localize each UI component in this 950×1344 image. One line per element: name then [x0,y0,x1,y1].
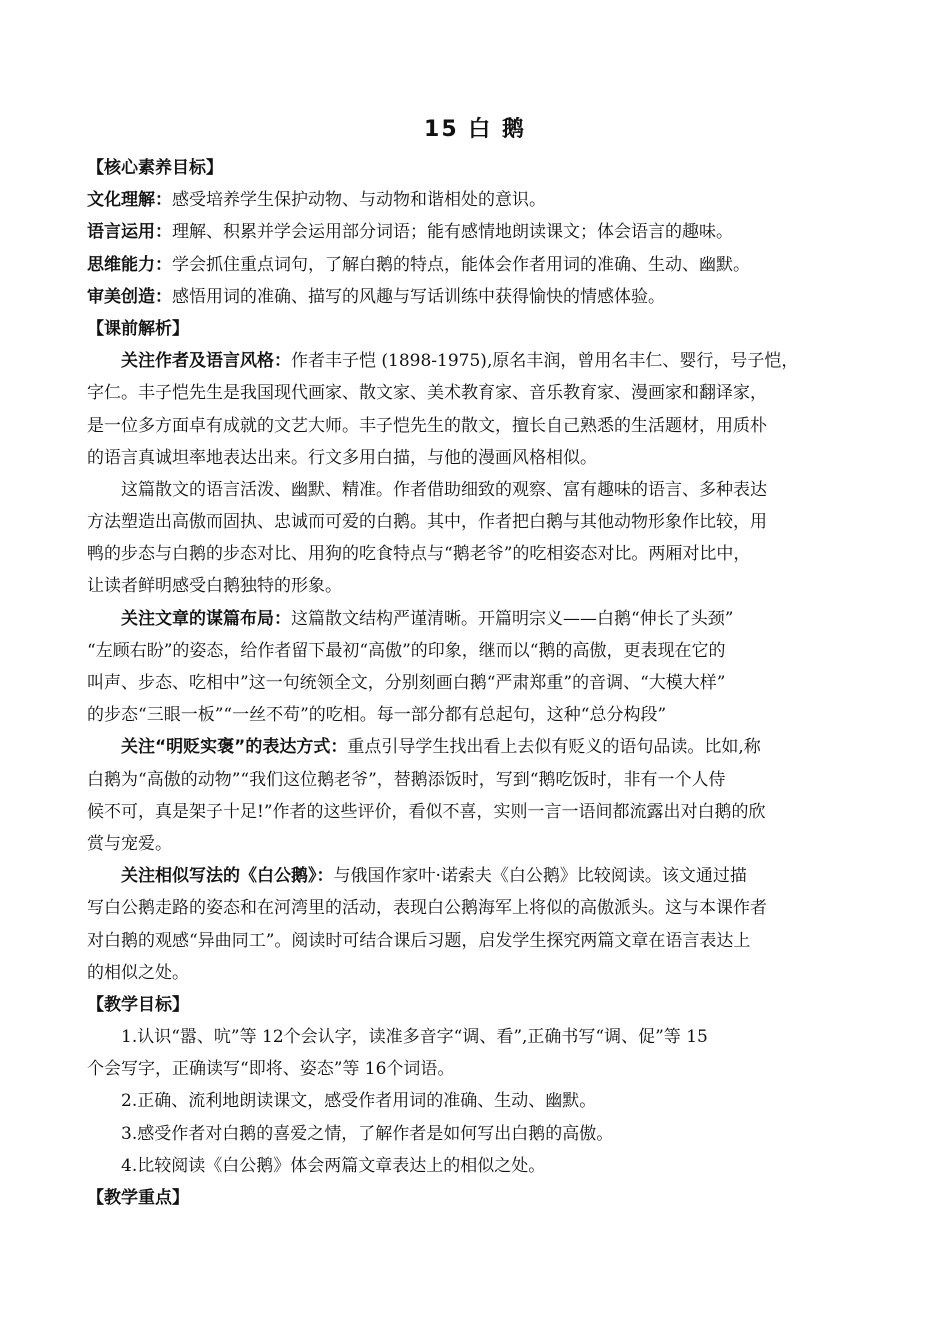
paragraph-line: 的语言真诚坦率地表达出来。行文多用白描，与他的漫画风格相似。 [87,447,597,468]
goal-aesthetic: 审美创造：感悟用词的准确、描写的风趣与写话训练中获得愉快的情感体验。 [87,286,665,307]
paragraph-line: 候不可，真是架子十足!”作者的这些评价，看似不喜，实则一言一语间都流露出对白鹅的欣 [87,801,766,822]
goal-culture: 文化理解：感受培养学生保护动物、与动物和谐相处的意识。 [87,190,546,211]
paragraph-line: 赏与宠爱。 [87,833,172,854]
paragraph-line: 关注“明贬实褒”的表达方式：重点引导学生找出看上去似有贬义的语句品读。比如,称 [121,737,761,758]
section-heading-teaching-goals: 【教学目标】 [87,994,189,1015]
teaching-goal-4: 4.比较阅读《白公鹅》体会两篇文章表达上的相似之处。 [121,1155,546,1176]
paragraph-line: 字仁。丰子恺先生是我国现代画家、散文家、美术教育家、音乐教育家、漫画家和翻译家， [87,383,767,404]
teaching-goal-3: 3.感受作者对白鹅的喜爱之情，了解作者是如何写出白鹅的高傲。 [121,1123,614,1144]
paragraph-line: 关注文章的谋篇布局：这篇散文结构严谨清晰。开篇明宗义——白鹅“伸长了头颈” [121,608,734,629]
section-heading-core-goals: 【核心素养目标】 [87,158,223,178]
paragraph-line: 关注相似写法的《白公鹅》：与俄国作家叶·诺索夫《白公鹅》比较阅读。该文通过描 [121,866,747,887]
paragraph-line: 对白鹅的观感“异曲同工”。阅读时可结合课后习题，启发学生探究两篇文章在语言表达上 [87,930,751,951]
paragraph-line: 写白公鹅走路的姿态和在河湾里的活动，表现白公鹅海军上将似的高傲派头。这与本课作者 [87,898,767,919]
paragraph-line: 的步态“三眼一板”“一丝不苟”的吃相。每一部分都有总起句，这种“总分构段” [87,705,667,726]
document-body [87,152,867,1214]
paragraph-line: 这篇散文的语言活泼、幽默、精准。作者借助细致的观察、富有趣味的语言、多种表达 [121,479,767,500]
paragraph-line: 方法塑造出高傲而固执、忠诚而可爱的白鹅。其中，作者把白鹅与其他动物形象作比较，用 [87,512,767,533]
teaching-goal-1-cont: 个会写字，正确读写“即将、姿态”等 16个词语。 [87,1059,455,1080]
teaching-goal-2: 2.正确、流利地朗读课文，感受作者用词的准确、生动、幽默。 [121,1091,597,1112]
paragraph-line: 让读者鲜明感受白鹅独特的形象。 [87,576,342,597]
paragraph-line: 是一位多方面卓有成就的文艺大师。丰子恺先生的散文，擅长自己熟悉的生活题材，用质朴 [87,415,767,436]
paragraph-line: 白鹅为“高傲的动物”“我们这位鹅老爷”，替鹅添饭时，写到“鹅吃饭时，非有一个人侍 [87,769,726,790]
paragraph-line: 的相似之处。 [87,962,189,983]
section-heading-teaching-focus: 【教学重点】 [87,1188,189,1208]
goal-language: 语言运用：理解、积累并学会运用部分词语；能有感情地朗读课文；体会语言的趣味。 [87,222,733,243]
lesson-title: 15 白 鹅 [424,117,526,142]
goal-thinking: 思维能力：学会抓住重点词句，了解白鹅的特点，能体会作者用词的准确、生动、幽默。 [87,254,750,275]
paragraph-line: 关注作者及语言风格：作者丰子恺 (1898-1975),原名丰润，曾用名丰仁、婴行，号子恺， [121,351,799,372]
teaching-goal-1: 1.认识“嚣、吭”等 12个会认字，读准多音字“调、看”,正确书写“调、促”等 15 [121,1027,708,1048]
paragraph-line: “左顾右盼”的姿态，给作者留下最初“高傲”的印象，继而以“鹅的高傲，更表现在它的 [87,640,726,661]
section-heading-pre-analysis: 【课前解析】 [87,318,189,339]
paragraph-line: 鸭的步态与白鹅的步态对比、用狗的吃食特点与“鹅老爷”的吃相姿态对比。两厢对比中， [87,544,751,565]
paragraph-line: 叫声、步态、吃相中”这一句统领全文，分别刻画白鹅“严肃郑重”的音调、“大模大样” [87,673,726,693]
